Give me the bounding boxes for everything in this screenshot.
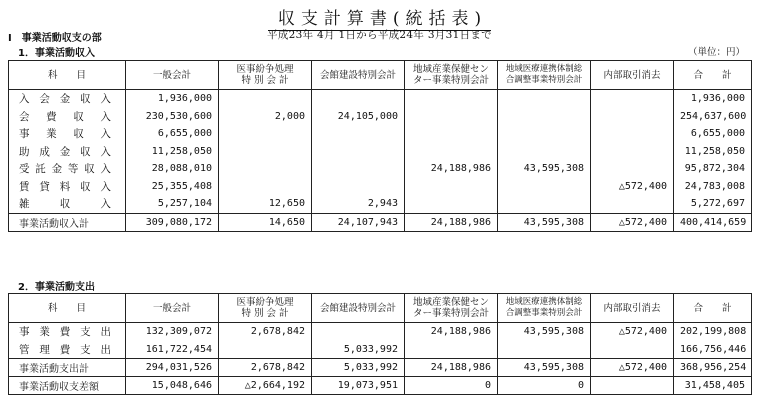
- part-title: Ⅰ 事業活動収支の部: [8, 33, 102, 44]
- value-cell: [405, 341, 498, 359]
- value-cell: 24,107,943: [312, 213, 405, 231]
- header-cell: 内部取引消去: [591, 61, 674, 90]
- table-row: [9, 178, 752, 196]
- value-cell: 254,637,600: [674, 108, 752, 126]
- table-row: [9, 160, 752, 178]
- value-cell: 5,257,104: [126, 195, 219, 213]
- header-cell: 地域医療連携体制総 合調整事業特別会計: [498, 61, 591, 90]
- expense-section-title: 2．事業活動支出: [18, 282, 95, 293]
- value-cell: [405, 108, 498, 126]
- table-row: [9, 323, 752, 341]
- value-cell: △572,400: [591, 323, 674, 341]
- income-header-row: [9, 61, 752, 90]
- value-cell: [219, 90, 312, 108]
- value-cell: 309,080,172: [126, 213, 219, 231]
- value-cell: 24,188,986: [405, 160, 498, 178]
- header-cell: 医事紛争処理 特 別 会 計: [219, 61, 312, 90]
- row-label: 助成金収入: [9, 143, 126, 161]
- table-row: [9, 195, 752, 213]
- unit-label: （単位：円）: [687, 47, 745, 58]
- header-cell: 会館建設特別会計: [312, 294, 405, 323]
- row-label: 雑 収 入: [9, 195, 126, 213]
- table-row: [9, 377, 752, 395]
- value-cell: [312, 143, 405, 161]
- value-cell: [498, 178, 591, 196]
- value-cell: [591, 341, 674, 359]
- value-cell: 161,722,454: [126, 341, 219, 359]
- table-row: [9, 341, 752, 359]
- income-table: [8, 60, 752, 232]
- row-label: 入会金収入: [9, 90, 126, 108]
- value-cell: 11,258,050: [674, 143, 752, 161]
- value-cell: 43,595,308: [498, 160, 591, 178]
- value-cell: 368,956,254: [674, 359, 752, 377]
- value-cell: 2,000: [219, 108, 312, 126]
- value-cell: 400,414,659: [674, 213, 752, 231]
- value-cell: 24,105,000: [312, 108, 405, 126]
- table-row: [9, 143, 752, 161]
- table-row: [9, 108, 752, 126]
- value-cell: [219, 160, 312, 178]
- row-label: 会費収入: [9, 108, 126, 126]
- header-cell: 地域産業保健セン ター事業特別会計: [405, 294, 498, 323]
- header-cell: 科 目: [9, 61, 126, 90]
- value-cell: 6,655,000: [126, 125, 219, 143]
- value-cell: 95,872,304: [674, 160, 752, 178]
- value-cell: [591, 377, 674, 395]
- value-cell: [498, 90, 591, 108]
- value-cell: [312, 323, 405, 341]
- value-cell: 294,031,526: [126, 359, 219, 377]
- table-row: [9, 125, 752, 143]
- value-cell: △2,664,192: [219, 377, 312, 395]
- header-cell: 合 計: [674, 294, 752, 323]
- value-cell: 24,188,986: [405, 359, 498, 377]
- value-cell: 28,088,010: [126, 160, 219, 178]
- value-cell: 2,943: [312, 195, 405, 213]
- value-cell: [591, 160, 674, 178]
- row-label: 事業収入: [9, 125, 126, 143]
- value-cell: 24,783,008: [674, 178, 752, 196]
- value-cell: [312, 160, 405, 178]
- header-cell: 一般会計: [126, 294, 219, 323]
- value-cell: [405, 178, 498, 196]
- row-label: 管理費支出: [9, 341, 126, 359]
- value-cell: 19,073,951: [312, 377, 405, 395]
- header-cell: 地域医療連携体制総 合調整事業特別会計: [498, 294, 591, 323]
- table-row: [9, 213, 752, 231]
- value-cell: [312, 125, 405, 143]
- row-label: 受託金等収入: [9, 160, 126, 178]
- header-cell: 会館建設特別会計: [312, 61, 405, 90]
- header-cell: 医事紛争処理 特 別 会 計: [219, 294, 312, 323]
- row-label: 事業活動収入計: [9, 213, 126, 231]
- header-cell: 科 目: [9, 294, 126, 323]
- value-cell: △572,400: [591, 213, 674, 231]
- value-cell: 1,936,000: [126, 90, 219, 108]
- value-cell: [405, 90, 498, 108]
- value-cell: [591, 108, 674, 126]
- table-row: [9, 90, 752, 108]
- value-cell: [591, 143, 674, 161]
- value-cell: 24,188,986: [405, 213, 498, 231]
- value-cell: 43,595,308: [498, 213, 591, 231]
- value-cell: 0: [405, 377, 498, 395]
- value-cell: 0: [498, 377, 591, 395]
- value-cell: [312, 178, 405, 196]
- row-label: 事業活動支出計: [9, 359, 126, 377]
- value-cell: 12,650: [219, 195, 312, 213]
- value-cell: [312, 90, 405, 108]
- value-cell: 202,199,808: [674, 323, 752, 341]
- value-cell: [498, 108, 591, 126]
- value-cell: 230,530,600: [126, 108, 219, 126]
- value-cell: 24,188,986: [405, 323, 498, 341]
- value-cell: [591, 125, 674, 143]
- row-label: 事業費支出: [9, 323, 126, 341]
- value-cell: 5,272,697: [674, 195, 752, 213]
- value-cell: 14,650: [219, 213, 312, 231]
- value-cell: 132,309,072: [126, 323, 219, 341]
- header-cell: 一般会計: [126, 61, 219, 90]
- value-cell: 5,033,992: [312, 359, 405, 377]
- value-cell: [498, 195, 591, 213]
- value-cell: [219, 341, 312, 359]
- period: 平成23年 4月 1日から平成24年 3月31日まで: [267, 29, 492, 41]
- expense-header-row: [9, 294, 752, 323]
- value-cell: 166,756,446: [674, 341, 752, 359]
- row-label: 賃貸料収入: [9, 178, 126, 196]
- value-cell: [405, 195, 498, 213]
- value-cell: [219, 178, 312, 196]
- document-title: 収支計算書(統括表): [0, 4, 759, 29]
- header-cell: 合 計: [674, 61, 752, 90]
- value-cell: [219, 125, 312, 143]
- income-section-title: 1．事業活動収入: [18, 48, 95, 59]
- value-cell: [591, 90, 674, 108]
- value-cell: 11,258,050: [126, 143, 219, 161]
- header-cell: 地域産業保健セン ター事業特別会計: [405, 61, 498, 90]
- value-cell: △572,400: [591, 359, 674, 377]
- value-cell: 5,033,992: [312, 341, 405, 359]
- value-cell: 15,048,646: [126, 377, 219, 395]
- value-cell: 2,678,842: [219, 359, 312, 377]
- value-cell: 43,595,308: [498, 323, 591, 341]
- value-cell: [405, 143, 498, 161]
- value-cell: 31,458,405: [674, 377, 752, 395]
- value-cell: [219, 143, 312, 161]
- value-cell: [498, 341, 591, 359]
- value-cell: 2,678,842: [219, 323, 312, 341]
- row-label: 事業活動収支差額: [9, 377, 126, 395]
- expense-table: [8, 293, 752, 395]
- value-cell: [498, 125, 591, 143]
- value-cell: [405, 125, 498, 143]
- value-cell: 1,936,000: [674, 90, 752, 108]
- value-cell: 6,655,000: [674, 125, 752, 143]
- value-cell: 43,595,308: [498, 359, 591, 377]
- value-cell: 25,355,408: [126, 178, 219, 196]
- value-cell: [498, 143, 591, 161]
- value-cell: [591, 195, 674, 213]
- value-cell: △572,400: [591, 178, 674, 196]
- header-cell: 内部取引消去: [591, 294, 674, 323]
- table-row: [9, 359, 752, 377]
